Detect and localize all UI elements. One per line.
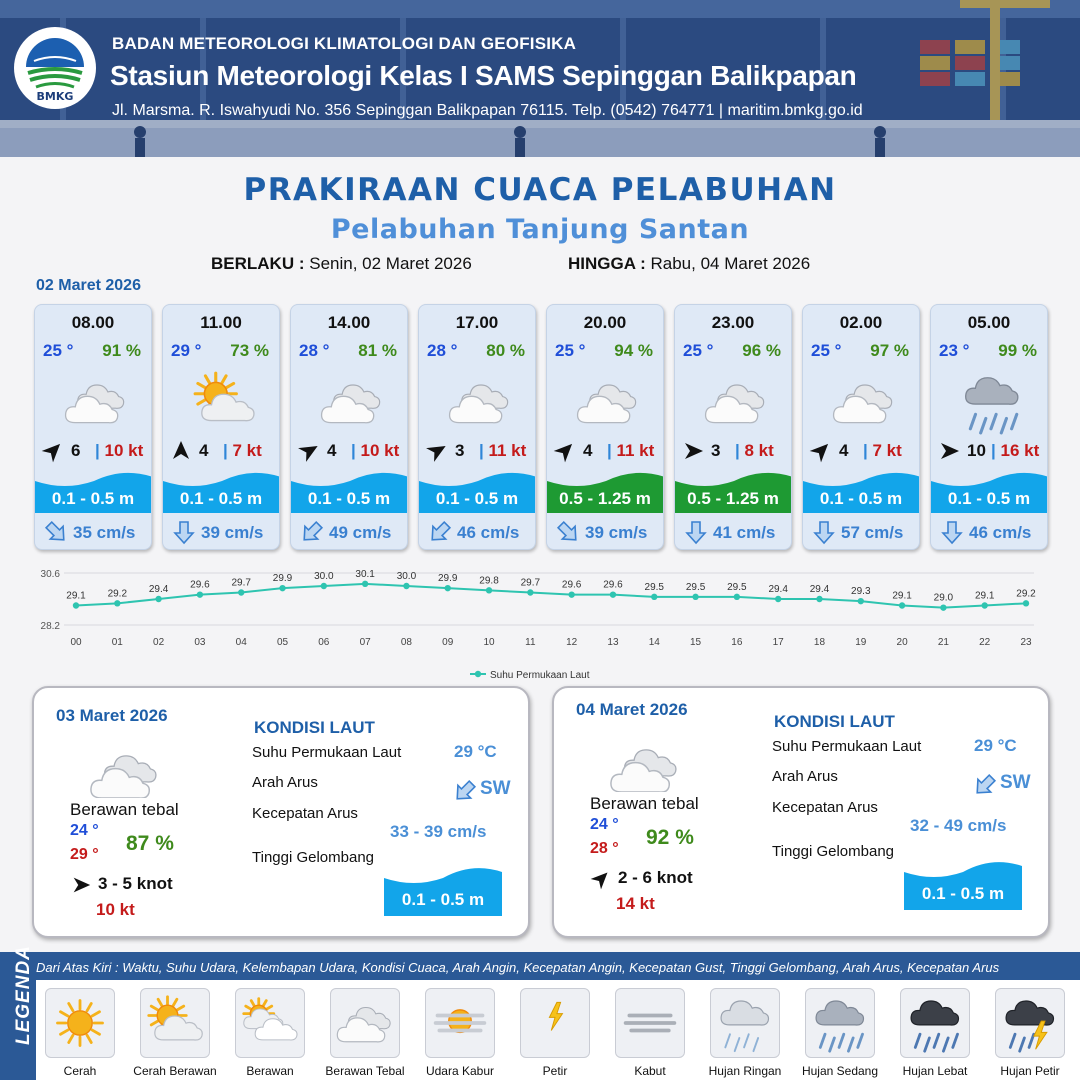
- current-direction-icon: [299, 519, 325, 545]
- sst-data-point: [155, 596, 161, 602]
- sst-data-label: 30.1: [355, 568, 375, 580]
- gust-speed: | 7 kt: [223, 441, 262, 460]
- berawan-tebal-icon: [335, 993, 395, 1053]
- forecast-temperature: 28 °: [427, 341, 458, 360]
- gust-value: 10 kt: [104, 441, 144, 460]
- sst-data-label: 29.7: [520, 577, 541, 589]
- x-tick-label: 04: [235, 637, 247, 648]
- sst-data-label: 29.3: [851, 586, 871, 598]
- page-title: PRAKIRAAN CUACA PELABUHAN: [243, 172, 837, 208]
- day-panel: [552, 686, 1050, 938]
- current-direction-icon: [683, 519, 709, 545]
- forecast-card: [930, 304, 1048, 550]
- sst-data-label: 29.1: [974, 590, 995, 602]
- gust-value: 11 kt: [616, 441, 655, 460]
- forecast-time: 08.00: [71, 313, 115, 332]
- gust-speed: | 10 kt: [351, 441, 400, 460]
- legend-item-label: Cerah: [63, 1064, 97, 1078]
- valid-from-label: BERLAKU :: [211, 254, 305, 273]
- sst-data-point: [816, 596, 822, 602]
- sst-data-point: [568, 591, 574, 597]
- current-direction-label: Arah Arus: [772, 768, 838, 785]
- panel-temp-max: 28 °: [590, 840, 619, 857]
- legend-title: LEGENDA: [13, 945, 34, 1045]
- forecast-temperature: 28 °: [299, 341, 330, 360]
- valid-to: [568, 254, 810, 274]
- forecast-temperature: 25 °: [811, 341, 842, 360]
- gust-speed: | 11 kt: [479, 441, 527, 460]
- gust-value: 8 kt: [744, 441, 774, 460]
- petir-icon: [525, 993, 585, 1053]
- legend-series-name: Suhu Permukaan Laut: [490, 670, 590, 681]
- legend-marker: [475, 671, 481, 677]
- forecast-humidity: 97 %: [870, 341, 909, 360]
- forecast-temperature: 23 °: [939, 341, 970, 360]
- forecast-time: 23.00: [711, 313, 755, 332]
- wind-direction-icon: [590, 868, 612, 890]
- x-tick-label: 01: [111, 637, 123, 648]
- day-panel: [32, 686, 530, 938]
- berawan-tebal-icon: [571, 369, 645, 435]
- day1-date: 02 Maret 2026: [36, 277, 141, 294]
- sst-data-point: [403, 583, 409, 589]
- sst-value: 29 °C: [454, 742, 497, 761]
- current-speed-value: 32 - 49 cm/s: [910, 816, 1007, 835]
- sst-label: Suhu Permukaan Laut: [252, 744, 402, 761]
- header-banner: [0, 0, 1080, 157]
- forecast-temperature: 25 °: [555, 341, 586, 360]
- sst-data-point: [734, 594, 740, 600]
- y-tick-label: 28.2: [40, 621, 60, 632]
- wave-height: 0.1 - 0.5 m: [819, 489, 903, 508]
- berawan-tebal-icon: [315, 369, 389, 435]
- legend-item: [330, 988, 400, 1058]
- panel-date: 04 Maret 2026: [576, 700, 688, 719]
- sst-data-point: [527, 589, 533, 595]
- sst-data-point: [775, 596, 781, 602]
- sst-data-label: 29.0: [933, 592, 954, 604]
- wind-direction-icon: [937, 439, 961, 463]
- legend-section: [0, 945, 1080, 1080]
- sst-data-label: 29.4: [148, 584, 169, 595]
- gust-speed: | 16 kt: [991, 441, 1040, 460]
- x-tick-label: 15: [690, 637, 702, 648]
- forecast-temperature: 25 °: [683, 341, 714, 360]
- sst-data-label: 29.6: [561, 579, 582, 591]
- wave-height: 0.5 - 1.25 m: [687, 489, 779, 508]
- cerah-berawan-icon: [187, 369, 261, 435]
- x-tick-label: 09: [442, 637, 454, 648]
- x-tick-label: 22: [979, 637, 991, 648]
- forecast-humidity: 99 %: [998, 341, 1037, 360]
- sst-data-point: [940, 604, 946, 610]
- gust-speed: | 10 kt: [95, 441, 144, 460]
- panel-temp-min: 24 °: [70, 822, 99, 839]
- sst-label: Suhu Permukaan Laut: [772, 738, 922, 755]
- x-tick-label: 19: [855, 637, 867, 648]
- sst-data-point: [279, 585, 285, 591]
- legend-items: [36, 980, 1080, 1080]
- forecast-time: 02.00: [839, 313, 883, 332]
- panel-condition: Berawan tebal: [590, 794, 699, 813]
- panel-temp-min: 24 °: [590, 816, 619, 833]
- legend-item: [805, 988, 875, 1058]
- forecast-card: [674, 304, 792, 550]
- current-direction-icon: [452, 778, 478, 804]
- sst-data-point: [899, 602, 905, 608]
- forecast-time: 17.00: [455, 313, 499, 332]
- berawan-tebal-icon: [827, 369, 901, 435]
- legend-description: Dari Atas Kiri : Waktu, Suhu Udara, Kelembapan Udara, Kondisi Cuaca, Arah Angin, Kecepatan Angin, Kecepatan Gust, Tinggi Gelombang, Arah Arus, Kecepatan Arus: [36, 960, 1000, 975]
- current-direction-label: Arah Arus: [252, 774, 318, 791]
- sst-data-label: 29.6: [603, 579, 623, 591]
- panel-humidity: 87 %: [126, 832, 174, 855]
- panel-temp-max: 29 °: [70, 846, 99, 863]
- x-tick-label: 10: [483, 637, 495, 648]
- x-tick-label: 05: [276, 637, 289, 648]
- valid-from-value: Senin, 02 Maret 2026: [309, 254, 472, 273]
- forecast-card: [546, 304, 664, 550]
- gust-value: 7 kt: [232, 441, 262, 460]
- sst-data-label: 29.2: [1016, 588, 1036, 600]
- sst-data-point: [651, 594, 657, 600]
- legend-item: [615, 988, 685, 1058]
- hujan-lebat-icon: [905, 993, 965, 1053]
- current-direction-icon: [972, 772, 998, 798]
- panel-wind-speed: 3 - 5 knot: [98, 874, 173, 893]
- x-tick-label: 13: [607, 637, 619, 648]
- wind-speed: 4: [583, 441, 593, 460]
- legend-item-label: Berawan Tebal: [325, 1064, 405, 1078]
- bmkg-logo-text: BMKG: [36, 90, 74, 103]
- forecast-temperature: 29 °: [171, 341, 202, 360]
- berawan-icon: [240, 993, 300, 1053]
- sst-data-label: 29.4: [768, 584, 788, 595]
- current-speed: 39 cm/s: [201, 523, 264, 542]
- current-speed-label: Kecepatan Arus: [252, 805, 358, 822]
- legend-item-label: Udara Kabur: [425, 1064, 495, 1078]
- gust-speed: | 11 kt: [607, 441, 655, 460]
- hujan-sedang-icon: [955, 369, 1029, 435]
- sst-data-label: 29.2: [107, 588, 128, 600]
- current-speed: 57 cm/s: [841, 523, 904, 542]
- sst-data-point: [486, 587, 492, 593]
- gust-value: 7 kt: [872, 441, 902, 460]
- current-speed: 49 cm/s: [329, 523, 392, 542]
- forecast-humidity: 73 %: [230, 341, 269, 360]
- wind-direction-icon: [169, 439, 193, 463]
- current-direction-icon: [171, 519, 197, 545]
- forecast-humidity: 91 %: [102, 341, 141, 360]
- current-direction-value: SW: [1000, 772, 1031, 793]
- cerah-icon: [50, 993, 110, 1053]
- sst-data-label: 29.7: [231, 577, 251, 589]
- current-speed: 41 cm/s: [713, 523, 776, 542]
- legend-item-label: Kabut: [634, 1064, 666, 1078]
- x-tick-label: 06: [318, 637, 330, 648]
- hujan-sedang-icon: [810, 993, 870, 1053]
- hujan-ringan-icon: [715, 993, 775, 1053]
- wind-direction-icon: [809, 439, 833, 463]
- legend-item: [995, 988, 1065, 1058]
- hujan-petir-icon: [1000, 993, 1060, 1053]
- sst-data-point: [692, 594, 698, 600]
- sst-data-point: [197, 591, 203, 597]
- cerah-berawan-icon: [145, 993, 205, 1053]
- sst-data-point: [858, 598, 864, 604]
- gust-speed: | 8 kt: [735, 441, 774, 460]
- gust-speed: | 7 kt: [863, 441, 902, 460]
- x-tick-label: 11: [525, 637, 536, 648]
- forecast-time: 14.00: [327, 313, 371, 332]
- current-speed: 46 cm/s: [969, 523, 1032, 542]
- panel-wind-speed: 2 - 6 knot: [618, 868, 693, 887]
- wave-height-label: Tinggi Gelombang: [772, 843, 895, 860]
- wind-direction-icon: [70, 874, 92, 896]
- wind-direction-icon: [553, 439, 577, 463]
- forecast-temperature: 25 °: [43, 341, 74, 360]
- sst-data-point: [362, 581, 368, 587]
- berawan-tebal-icon: [59, 369, 133, 435]
- sst-data-label: 29.4: [809, 584, 830, 595]
- current-speed: 35 cm/s: [73, 523, 136, 542]
- panel-date: 03 Maret 2026: [56, 706, 168, 725]
- current-direction-icon: [43, 519, 69, 545]
- sst-data-point: [445, 585, 451, 591]
- legend-item-label: Hujan Lebat: [902, 1064, 968, 1078]
- x-tick-label: 14: [648, 637, 660, 648]
- current-speed-label: Kecepatan Arus: [772, 799, 878, 816]
- legend-item-label: Hujan Sedang: [801, 1064, 879, 1078]
- valid-to-value: Rabu, 04 Maret 2026: [650, 254, 811, 273]
- x-tick-label: 20: [896, 637, 908, 648]
- current-direction-icon: [427, 519, 453, 545]
- wind-speed: 4: [199, 441, 209, 460]
- y-tick-label: 30.6: [40, 569, 60, 580]
- wave-height: 0.1 - 0.5 m: [51, 489, 135, 508]
- legend-item-label: Petir: [542, 1064, 568, 1078]
- sst-data-label: 29.9: [438, 573, 458, 585]
- x-tick-label: 16: [731, 637, 743, 648]
- current-direction-icon: [555, 519, 581, 545]
- x-tick-label: 12: [566, 637, 578, 648]
- x-tick-label: 08: [400, 637, 412, 648]
- wind-direction-icon: [681, 439, 705, 463]
- forecast-humidity: 94 %: [614, 341, 653, 360]
- station-address: Jl. Marsma. R. Iswahyudi No. 356 Sepinggan Balikpapan 76115. Telp. (0542) 764771 | maritim.bmkg.go.id: [112, 102, 863, 119]
- sst-data-label: 29.1: [892, 590, 912, 602]
- wind-speed: 6: [71, 441, 81, 460]
- forecast-card: [418, 304, 536, 550]
- sst-data-point: [1023, 600, 1029, 606]
- wind-speed: 4: [327, 441, 337, 460]
- sea-condition-title: KONDISI LAUT: [774, 712, 895, 731]
- wind-speed: 3: [455, 441, 465, 460]
- sea-surface-temperature-chart: [30, 565, 1060, 685]
- wave-height-value: 0.1 - 0.5 m: [401, 890, 485, 909]
- gust-value: 10 kt: [360, 441, 400, 460]
- wave-height: 0.1 - 0.5 m: [947, 489, 1031, 508]
- agency-name: BADAN METEOROLOGI KLIMATOLOGI DAN GEOFISIKA: [112, 34, 577, 53]
- forecast-humidity: 96 %: [742, 341, 781, 360]
- x-tick-label: 00: [70, 637, 82, 648]
- berawan-tebal-icon: [699, 369, 773, 435]
- sst-data-label: 29.6: [190, 579, 210, 591]
- sst-data-label: 29.5: [644, 581, 664, 593]
- berawan-tebal-icon: [608, 732, 682, 792]
- x-tick-label: 07: [359, 637, 371, 648]
- sst-data-label: 29.5: [727, 581, 747, 593]
- forecast-humidity: 81 %: [358, 341, 397, 360]
- sst-data-point: [321, 583, 327, 589]
- x-tick-label: 18: [813, 637, 826, 648]
- sst-data-label: 30.0: [314, 571, 334, 582]
- sst-value: 29 °C: [974, 736, 1017, 755]
- current-speed-value: 33 - 39 cm/s: [390, 822, 487, 841]
- forecast-card: [290, 304, 408, 550]
- legend-item: [710, 988, 780, 1058]
- legend-item: [45, 988, 115, 1058]
- port-name: Pelabuhan Tanjung Santan: [330, 214, 750, 245]
- sst-data-point: [114, 600, 120, 606]
- sst-data-point: [73, 602, 79, 608]
- wind-direction-icon: [425, 439, 449, 463]
- legend-item-label: Hujan Petir: [1000, 1064, 1060, 1078]
- legend-item-label: Berawan: [246, 1064, 294, 1078]
- wave-height: 0.1 - 0.5 m: [435, 489, 519, 508]
- valid-from: [211, 254, 472, 274]
- panel-condition: Berawan tebal: [70, 800, 179, 819]
- x-tick-label: 23: [1020, 637, 1032, 648]
- gust-value: 16 kt: [1000, 441, 1040, 460]
- sst-data-label: 30.0: [396, 571, 417, 582]
- legend-item-label: Hujan Ringan: [708, 1064, 782, 1078]
- sst-data-point: [610, 591, 616, 597]
- kabut-icon: [620, 993, 680, 1053]
- x-tick-label: 02: [153, 637, 165, 648]
- legend-item-label: Cerah Berawan: [133, 1064, 217, 1078]
- wave-height: 0.5 - 1.25 m: [559, 489, 651, 508]
- x-tick-label: 03: [194, 637, 206, 648]
- wind-speed: 10: [967, 441, 986, 460]
- legend-item: [520, 988, 590, 1058]
- valid-to-label: HINGGA :: [568, 254, 646, 273]
- wave-height-label: Tinggi Gelombang: [252, 849, 375, 866]
- udara-kabur-icon: [430, 993, 490, 1053]
- legend-item: [140, 988, 210, 1058]
- legend-item: [900, 988, 970, 1058]
- sea-condition-title: KONDISI LAUT: [254, 718, 375, 737]
- berawan-tebal-icon: [443, 369, 517, 435]
- wind-direction-icon: [297, 439, 321, 463]
- legend-item: [425, 988, 495, 1058]
- x-tick-label: 21: [937, 637, 949, 648]
- sst-data-label: 29.1: [66, 590, 86, 602]
- forecast-time: 11.00: [200, 313, 242, 332]
- wind-speed: 4: [839, 441, 849, 460]
- current-direction-icon: [939, 519, 965, 545]
- wave-height: 0.1 - 0.5 m: [179, 489, 263, 508]
- forecast-card: [802, 304, 920, 550]
- sst-data-point: [238, 589, 244, 595]
- forecast-card: [34, 304, 152, 550]
- wind-direction-icon: [41, 439, 65, 463]
- panel-gust: 10 kt: [96, 900, 135, 919]
- sst-data-point: [981, 602, 987, 608]
- gust-value: 11 kt: [488, 441, 527, 460]
- panel-humidity: 92 %: [646, 826, 694, 849]
- forecast-time: 05.00: [967, 313, 1011, 332]
- sst-data-label: 29.5: [685, 581, 706, 593]
- forecast-time: 20.00: [583, 313, 627, 332]
- panel-gust: 14 kt: [616, 894, 655, 913]
- current-speed: 39 cm/s: [585, 523, 648, 542]
- forecast-card: [162, 304, 280, 550]
- forecast-humidity: 80 %: [486, 341, 525, 360]
- current-speed: 46 cm/s: [457, 523, 520, 542]
- current-direction-value: SW: [480, 778, 511, 799]
- sst-data-label: 29.9: [272, 573, 293, 585]
- wave-height-value: 0.1 - 0.5 m: [921, 884, 1005, 903]
- berawan-tebal-icon: [88, 738, 162, 798]
- wave-height: 0.1 - 0.5 m: [307, 489, 391, 508]
- x-tick-label: 17: [772, 637, 784, 648]
- station-name: Stasiun Meteorologi Kelas I SAMS Sepinggan Balikpapan: [110, 60, 857, 91]
- current-direction-icon: [811, 519, 837, 545]
- sst-data-label: 29.8: [479, 575, 499, 587]
- legend-item: [235, 988, 305, 1058]
- wind-speed: 3: [711, 441, 721, 460]
